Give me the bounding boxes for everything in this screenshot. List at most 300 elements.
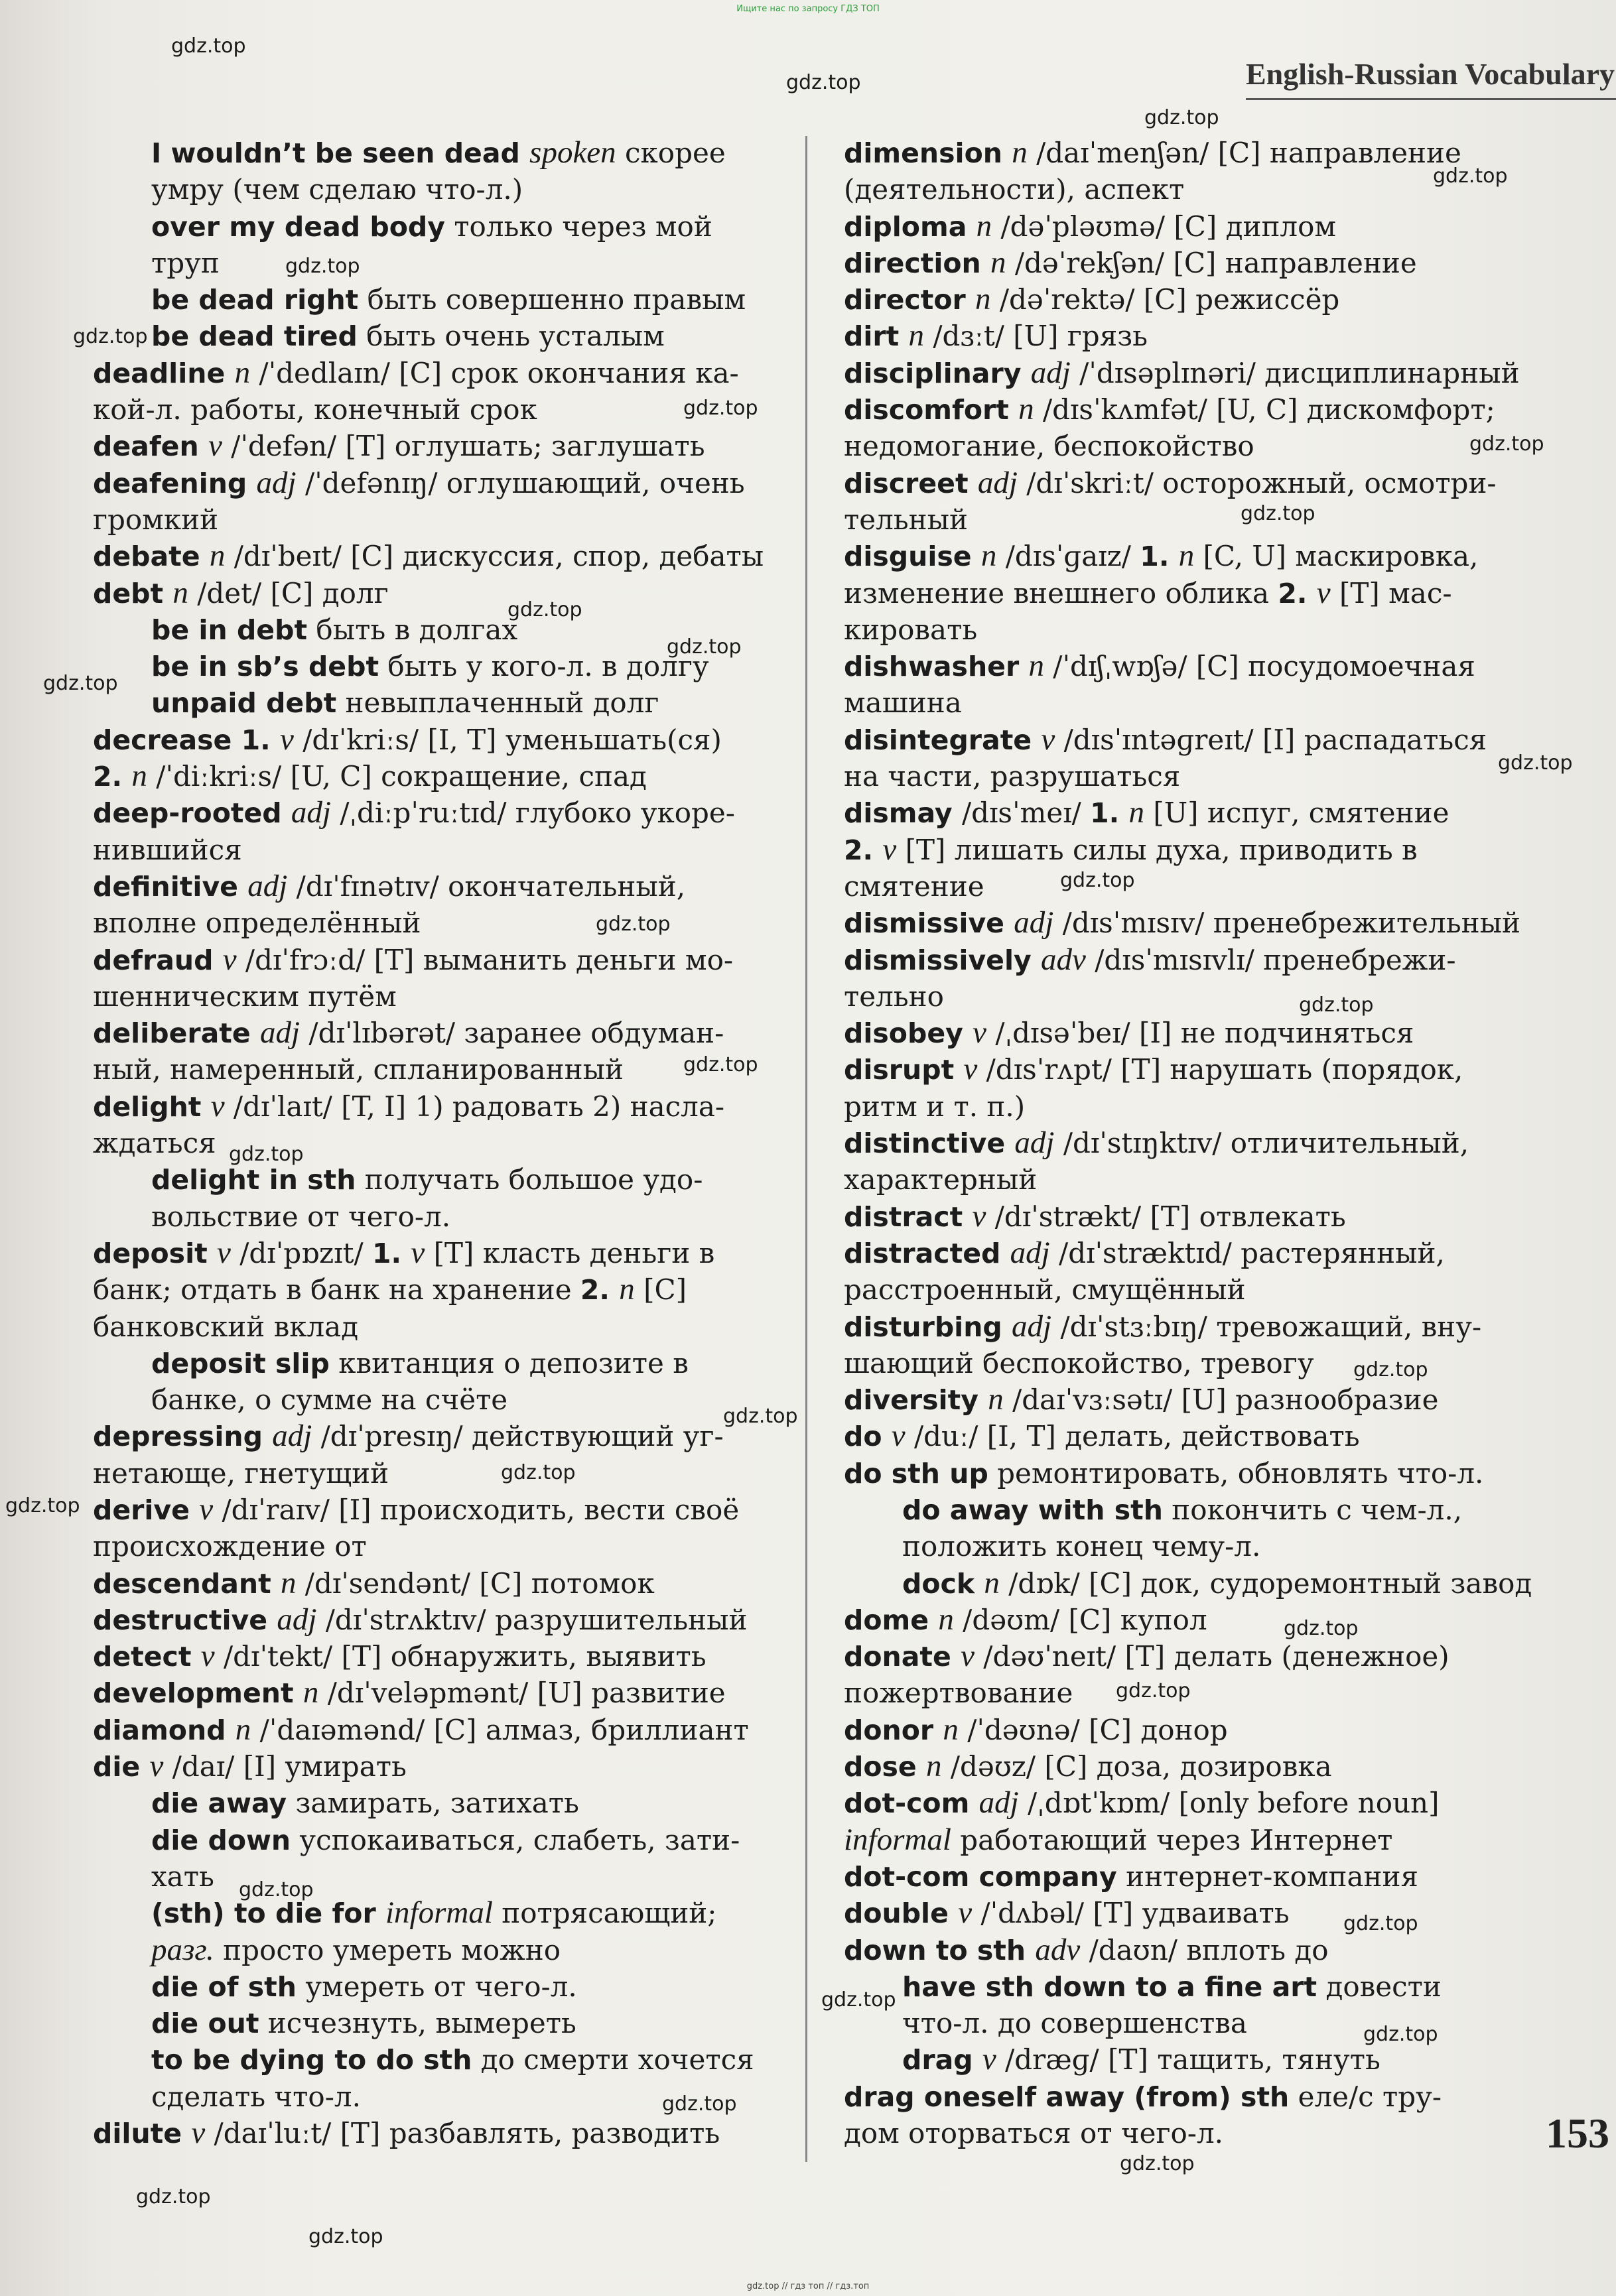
translation: /dræɡ/ [T] тащить, тянуть	[996, 2043, 1380, 2076]
translation: дом оторваться от чего-л.	[844, 2117, 1224, 2150]
watermark: gdz.top	[1120, 2152, 1195, 2175]
translation: на части, разрушаться	[844, 760, 1181, 793]
dictionary-line	[844, 905, 1593, 941]
headword: disciplinary	[844, 357, 1031, 389]
translation: /dɪˈbeɪt/ [C] дискуссия, спор, дебаты	[225, 540, 764, 573]
part-of-speech: spoken	[529, 135, 616, 170]
sense-number: 2.	[93, 761, 132, 793]
part-of-speech: n	[926, 1749, 942, 1784]
dictionary-line	[93, 171, 842, 208]
watermark: gdz.top	[73, 325, 148, 348]
dictionary-line	[844, 832, 1593, 868]
translation: тельный	[844, 503, 969, 536]
headword: be in debt	[151, 613, 308, 646]
dictionary-line	[93, 1345, 842, 1381]
dictionary-line	[93, 245, 842, 281]
watermark: gdz.top	[786, 71, 861, 94]
dictionary-line	[93, 1602, 842, 1638]
translation: /dɪˈstrʌktɪv/ разрушительный	[316, 1603, 748, 1636]
dictionary-line	[844, 1381, 1593, 1418]
translation: /ˈdefən/ [T] оглушать; заглушать	[222, 430, 705, 463]
dictionary-line	[844, 1932, 1593, 1968]
translation: /ˈdaɪəmənd/ [C] алмаз, бриллиант	[251, 1713, 749, 1746]
headword: detect	[93, 1641, 201, 1673]
translation: [T] мас-	[1330, 576, 1452, 609]
watermark: gdz.top	[171, 34, 246, 58]
translation: (деятельности), аспект	[844, 173, 1185, 206]
part-of-speech: n	[988, 1382, 1004, 1417]
part-of-speech: v	[961, 1639, 975, 1674]
translation: /dɪsˈmɪsɪvlɪ/ пренебрежи-	[1085, 943, 1456, 976]
watermark: gdz.top	[662, 2092, 737, 2116]
dictionary-line	[844, 1345, 1593, 1381]
translation: /dəʊˈneɪt/ [T] делать (денежное)	[974, 1640, 1449, 1673]
dictionary-line	[93, 1895, 842, 1931]
part-of-speech: разг.	[151, 1932, 214, 1967]
translation: /dɪsˈkʌmfət/ [U, C] дискомфорт;	[1034, 393, 1495, 426]
translation: /ˌdɪsəˈbeɪ/ [I] не подчиняться	[986, 1017, 1414, 1050]
part-of-speech: n	[131, 759, 147, 794]
dictionary-line	[844, 245, 1593, 281]
translation: /dɪsˈrʌpt/ [T] нарушать (порядок,	[977, 1053, 1463, 1086]
dictionary-line	[844, 1161, 1593, 1198]
translation: /dəˈrektə/ [C] режиссёр	[990, 283, 1340, 316]
page-header: English-Russian Vocabulary	[1246, 57, 1615, 91]
watermark: gdz.top	[507, 598, 582, 621]
part-of-speech: n	[303, 1675, 319, 1710]
part-of-speech: n	[235, 1712, 251, 1747]
watermark: gdz.top	[285, 255, 360, 278]
translation: /daɪ/ [I] умирать	[163, 1750, 407, 1783]
translation: до смерти хочется	[472, 2043, 754, 2076]
headword: deposit	[93, 1237, 218, 1269]
translation: /dɪˈstɪŋktɪv/ отличительный,	[1054, 1127, 1469, 1160]
sense-number: 1.	[241, 724, 281, 756]
sense-number: 2.	[580, 1274, 620, 1307]
headword: to be dying to do sth	[151, 2044, 472, 2076]
part-of-speech: adj	[272, 1419, 312, 1454]
part-of-speech: adj	[256, 465, 297, 500]
watermark: gdz.top	[1116, 1679, 1191, 1702]
translation: /dɪˈskriːt/ осторожный, осмотри-	[1017, 466, 1497, 499]
part-of-speech: v	[149, 1749, 164, 1784]
part-of-speech: v	[200, 1639, 215, 1674]
translation: быть совершенно правым	[358, 283, 746, 316]
headword: die down	[151, 1824, 291, 1856]
translation: /dəˈpləʊmə/ [C] диплом	[992, 210, 1337, 243]
translation: умереть от чего-л.	[296, 1970, 577, 2003]
translation: замирать, затихать	[287, 1787, 579, 1820]
watermark: gdz.top	[596, 913, 671, 936]
part-of-speech: n	[234, 355, 251, 390]
dictionary-line	[93, 318, 842, 354]
part-of-speech: n	[209, 539, 226, 574]
translation: ремонтировать, обновлять что-л.	[988, 1456, 1484, 1490]
translation: /dɪˈfɪnətɪv/ окончательный,	[287, 869, 686, 903]
dictionary-line	[93, 905, 842, 941]
translation: успокаиваться, слабеть, зати-	[291, 1823, 740, 1856]
dictionary-line	[844, 758, 1593, 795]
dictionary-line	[844, 1712, 1593, 1748]
translation: шенническим путём	[93, 980, 397, 1013]
dictionary-line	[93, 722, 842, 758]
dictionary-line	[844, 648, 1593, 684]
translation: интернет-компания	[1116, 1860, 1419, 1893]
headword: drag	[902, 2044, 982, 2076]
part-of-speech: adj	[1030, 355, 1071, 390]
translation: /ˈdiːkriːs/ [U, C] сокращение, спад	[147, 760, 647, 793]
translation: /ˈdəʊnə/ [C] донор	[958, 1713, 1228, 1746]
dictionary-line	[844, 1968, 1593, 2005]
part-of-speech: adj	[277, 1602, 317, 1637]
headword: distracted	[844, 1237, 1010, 1269]
headword: delight in sth	[151, 1164, 356, 1196]
headword: dirt	[844, 320, 909, 353]
part-of-speech: n	[938, 1602, 954, 1637]
dictionary-line	[93, 2005, 842, 2041]
translation: характерный	[844, 1163, 1038, 1196]
headword: be dead right	[151, 284, 359, 316]
translation: машина	[844, 686, 962, 720]
dictionary-line	[844, 1638, 1593, 1675]
part-of-speech: adj	[977, 465, 1018, 500]
headword: dock	[902, 1567, 984, 1600]
translation: банке, о сумме на счёте	[151, 1383, 508, 1417]
translation: только через мой	[444, 210, 712, 243]
headword: do sth up	[844, 1457, 988, 1490]
translation: [C, U] маскировка,	[1194, 540, 1479, 573]
dictionary-line	[93, 832, 842, 868]
dictionary-line	[844, 1492, 1593, 1528]
translation: банковский вклад	[93, 1310, 359, 1343]
part-of-speech: n	[1018, 392, 1034, 427]
headword: die away	[151, 1787, 287, 1820]
part-of-speech: n	[1128, 795, 1145, 830]
dictionary-line	[93, 2115, 842, 2151]
translation: /dɪˈveləpmənt/ [U] развитие	[318, 1677, 726, 1710]
sense-number: 1.	[1140, 541, 1179, 573]
dictionary-line	[93, 1712, 842, 1748]
headword: dot-com	[844, 1787, 979, 1820]
headword: discomfort	[844, 394, 1019, 426]
headword: depressing	[93, 1421, 273, 1453]
part-of-speech: n	[984, 1565, 1000, 1600]
translation: /dɪˈtekt/ [T] обнаружить, выявить	[214, 1640, 707, 1673]
headword: have sth down to a fine art	[902, 1970, 1317, 2003]
dictionary-line	[844, 2005, 1593, 2041]
watermark: gdz.top	[136, 2185, 211, 2208]
translation: /ˈdefənɪŋ/ оглушающий, очень	[296, 466, 745, 499]
translation: покончить с чем-л.,	[1162, 1493, 1463, 1526]
headword: dome	[844, 1604, 939, 1636]
header-rule	[1246, 98, 1616, 100]
translation: /dɪˈstræktɪd/ растерянный,	[1049, 1236, 1445, 1269]
part-of-speech: n	[1178, 539, 1195, 574]
headword: deep-rooted	[93, 797, 291, 830]
translation: ный, намеренный, спланированный	[93, 1053, 624, 1086]
translation: [T] лишать силы духа, приводить в	[896, 833, 1418, 866]
dictionary-line	[844, 318, 1593, 354]
part-of-speech: v	[963, 1052, 978, 1087]
dictionary-line	[93, 1198, 842, 1235]
part-of-speech: n	[172, 575, 188, 610]
translation: /dɜːt/ [U] грязь	[924, 320, 1148, 353]
headword: deafen	[93, 430, 208, 463]
dictionary-line	[844, 575, 1593, 611]
translation: исчезнуть, вымереть	[259, 2007, 576, 2040]
part-of-speech: v	[982, 2042, 996, 2077]
watermark: gdz.top	[43, 672, 118, 695]
translation: происхождение от	[93, 1530, 367, 1563]
translation: просто умереть можно	[214, 1933, 561, 1966]
translation: [C]	[634, 1273, 687, 1307]
translation: ждаться	[93, 1127, 216, 1160]
translation: /dɒk/ [C] док, судоремонтный завод	[999, 1566, 1532, 1600]
dictionary-line	[93, 575, 842, 611]
watermark: gdz.top	[1284, 1617, 1359, 1640]
part-of-speech: adv	[1041, 942, 1086, 977]
dictionary-line	[93, 1161, 842, 1198]
dictionary-line	[844, 611, 1593, 648]
watermark: gdz.top	[1353, 1358, 1428, 1381]
dictionary-line	[93, 978, 842, 1015]
dictionary-line	[93, 1308, 842, 1345]
dictionary-line	[844, 942, 1593, 978]
page-number: 153	[1546, 2110, 1609, 2157]
watermark: gdz.top	[683, 1053, 758, 1076]
dictionary-line	[844, 391, 1593, 428]
headword: die out	[151, 2008, 259, 2040]
translation: /ˈdɪʃˌwɒʃə/ [C] посудомоечная	[1044, 650, 1475, 683]
bottom-note: gdz.top // гдз топ // гдз.топ	[746, 2281, 870, 2291]
headword: double	[844, 1897, 959, 1930]
translation: /dɪsˈmɪsɪv/ пренебрежительный	[1053, 907, 1520, 940]
headword: definitive	[93, 870, 248, 903]
part-of-speech: n	[619, 1272, 635, 1307]
translation: /dɪsˈɪntəɡreɪt/ [I] распадаться	[1055, 723, 1487, 756]
dictionary-line	[93, 795, 842, 831]
dictionary-line	[844, 868, 1593, 905]
dictionary-line	[93, 1785, 842, 1821]
watermark: gdz.top	[1299, 993, 1374, 1017]
dictionary-line	[93, 1088, 842, 1125]
dictionary-line	[844, 722, 1593, 758]
dictionary-line	[844, 281, 1593, 318]
dictionary-line	[93, 1638, 842, 1675]
headword: I wouldn’t be seen dead	[151, 137, 530, 169]
dictionary-line	[844, 1785, 1593, 1821]
headword: deliberate	[93, 1017, 260, 1050]
part-of-speech: v	[208, 428, 222, 464]
translation: /dɪˈpɒzɪt/	[230, 1236, 372, 1269]
part-of-speech: adj	[1014, 905, 1054, 940]
dictionary-line	[93, 465, 842, 501]
dictionary-line	[844, 538, 1593, 574]
dictionary-line	[844, 1565, 1593, 1602]
translation: положить конец чему-л.	[902, 1530, 1261, 1563]
translation: тельно	[844, 980, 944, 1013]
headword: descendant	[93, 1567, 281, 1600]
dictionary-line	[844, 1822, 1593, 1858]
headword: be dead tired	[151, 320, 358, 353]
dictionary-line	[93, 1015, 842, 1051]
translation: /dɪˈfrɔːd/ [T] выманить деньги мо-	[236, 943, 734, 976]
headword: diamond	[93, 1714, 236, 1746]
part-of-speech: v	[891, 1419, 906, 1454]
translation: /ˈdɪsəplɪnəri/ дисциплинарный	[1070, 356, 1520, 389]
headword: dismay	[844, 797, 962, 830]
dictionary-line	[844, 978, 1593, 1015]
headword: die	[93, 1751, 150, 1783]
translation: /dɪˈlaɪt/ [T, I] 1) радовать 2) насла-	[224, 1090, 725, 1123]
dictionary-line	[93, 501, 842, 538]
watermark: gdz.top	[821, 1988, 896, 2011]
headword: dismissive	[844, 907, 1014, 940]
translation: нившийся	[93, 833, 242, 866]
translation: еле/с тру-	[1289, 2080, 1442, 2113]
dictionary-line	[844, 2078, 1593, 2115]
translation: кой-л. работы, конечный срок	[93, 393, 537, 426]
dictionary-line	[93, 208, 842, 245]
translation: труп	[151, 246, 220, 279]
translation: /dɪˈlɪbərət/ заранее обдуман-	[300, 1017, 724, 1050]
part-of-speech: adj	[1010, 1235, 1050, 1270]
headword: down to sth	[844, 1934, 1036, 1966]
dictionary-line	[93, 1968, 842, 2005]
translation: пожертвование	[844, 1677, 1073, 1710]
translation: /dɪˈraɪv/ [I] происходить, вести своё	[213, 1493, 740, 1526]
dictionary-line	[844, 1125, 1593, 1161]
translation: шающий беспокойство, тревогу	[844, 1346, 1314, 1379]
translation: быть у кого-л. в долгу	[379, 650, 709, 683]
translation: квитанция о депозите в	[329, 1346, 689, 1379]
translation: расстроенный, смущённый	[844, 1273, 1246, 1307]
dictionary-line	[93, 1748, 842, 1785]
dictionary-line	[93, 355, 842, 391]
headword: die of sth	[151, 1970, 297, 2003]
sense-number: 1.	[1090, 797, 1129, 830]
dictionary-line	[844, 1858, 1593, 1895]
dictionary-line	[93, 868, 842, 905]
watermark: gdz.top	[5, 1494, 80, 1517]
dictionary-line	[93, 2041, 842, 2078]
dictionary-line	[844, 355, 1593, 391]
dictionary-line	[844, 2115, 1593, 2151]
translation: кировать	[844, 613, 978, 646]
translation: изменение внешнего облика	[844, 576, 1278, 609]
dictionary-line	[844, 465, 1593, 501]
headword: disguise	[844, 541, 981, 573]
translation: /daɪˈmenʃən/ [C] направление	[1027, 137, 1461, 169]
headword: deadline	[93, 357, 235, 389]
headword: disturbing	[844, 1310, 1012, 1343]
headword: do	[844, 1421, 892, 1453]
dictionary-line	[844, 1528, 1593, 1564]
sense-number: 2.	[1278, 577, 1317, 609]
translation: /dɪˈstrækt/ [T] отвлекать	[986, 1200, 1346, 1233]
left-column	[93, 135, 842, 2151]
watermark: gdz.top	[667, 635, 742, 659]
translation: хать	[151, 1860, 214, 1893]
headword: disrupt	[844, 1054, 964, 1086]
translation: быть очень усталым	[357, 320, 665, 353]
translation: /dɪˈpresɪŋ/ действующий уг-	[312, 1420, 724, 1453]
dictionary-line	[93, 428, 842, 464]
watermark: gdz.top	[239, 1878, 314, 1901]
part-of-speech: adj	[291, 795, 331, 830]
sense-number: 2.	[844, 834, 883, 866]
part-of-speech: v	[882, 832, 897, 867]
translation: /ˈdedlaɪn/ [C] срок окончания ка-	[250, 356, 739, 389]
translation: /dəʊz/ [C] доза, дозировка	[941, 1750, 1332, 1783]
translation: быть в долгах	[307, 613, 518, 646]
translation: /dɪsˈɡaɪz/	[996, 540, 1140, 573]
part-of-speech: v	[210, 1088, 225, 1123]
part-of-speech: v	[217, 1235, 231, 1270]
dictionary-line	[844, 208, 1593, 245]
dictionary-line	[844, 1602, 1593, 1638]
headword: donor	[844, 1714, 943, 1746]
dictionary-line	[93, 684, 842, 721]
part-of-speech: adj	[260, 1015, 301, 1051]
headword: diploma	[844, 210, 976, 243]
translation: /daɪˈvɜːsətɪ/ [U] разнообразие	[1003, 1383, 1439, 1417]
part-of-speech: n	[976, 208, 992, 243]
headword: dilute	[93, 2118, 192, 2150]
translation: /dəʊm/ [C] купол	[953, 1603, 1207, 1636]
part-of-speech: n	[975, 282, 991, 317]
translation: недомогание, беспокойство	[844, 430, 1254, 463]
dictionary-line	[844, 1198, 1593, 1235]
translation: потрясающий;	[492, 1897, 717, 1930]
part-of-speech: v	[958, 1895, 973, 1931]
dictionary-line	[93, 1932, 842, 1968]
dictionary-line	[844, 1271, 1593, 1308]
headword: debate	[93, 541, 210, 573]
headword: do away with sth	[902, 1494, 1163, 1526]
dictionary-line	[93, 1271, 842, 1308]
headword: decrease	[93, 724, 241, 756]
translation: что-л. до совершенства	[902, 2007, 1247, 2040]
translation: /dɪˈsendənt/ [C] потомок	[296, 1566, 655, 1600]
headword: dimension	[844, 137, 1012, 169]
headword: derive	[93, 1494, 200, 1526]
dictionary-line	[844, 501, 1593, 538]
headword: discreet	[844, 467, 978, 499]
headword: debt	[93, 577, 173, 609]
part-of-speech: adj	[1012, 1308, 1052, 1344]
headword: drag oneself away (from) sth	[844, 2080, 1290, 2113]
dictionary-line	[93, 1455, 842, 1492]
translation: вольствие от чего-л.	[151, 1200, 451, 1233]
headword: defraud	[93, 944, 223, 976]
translation: смятение	[844, 869, 984, 903]
headword: distract	[844, 1200, 973, 1233]
headword: direction	[844, 247, 991, 279]
watermark: gdz.top	[501, 1461, 576, 1484]
part-of-speech: n	[980, 539, 997, 574]
translation: /dəˈrekʃən/ [C] направление	[1006, 246, 1417, 279]
translation: /dɪsˈmeɪ/	[961, 797, 1091, 830]
headword: dismissively	[844, 944, 1042, 976]
top-note: Ищите нас по запросу ГДЗ ТОП	[736, 4, 880, 14]
dictionary-line	[844, 1015, 1593, 1051]
dictionary-line	[93, 1492, 842, 1528]
dictionary-line	[93, 1125, 842, 1161]
translation: вполне определённый	[93, 907, 421, 940]
dictionary-line	[93, 1235, 842, 1271]
part-of-speech: n	[943, 1712, 959, 1747]
